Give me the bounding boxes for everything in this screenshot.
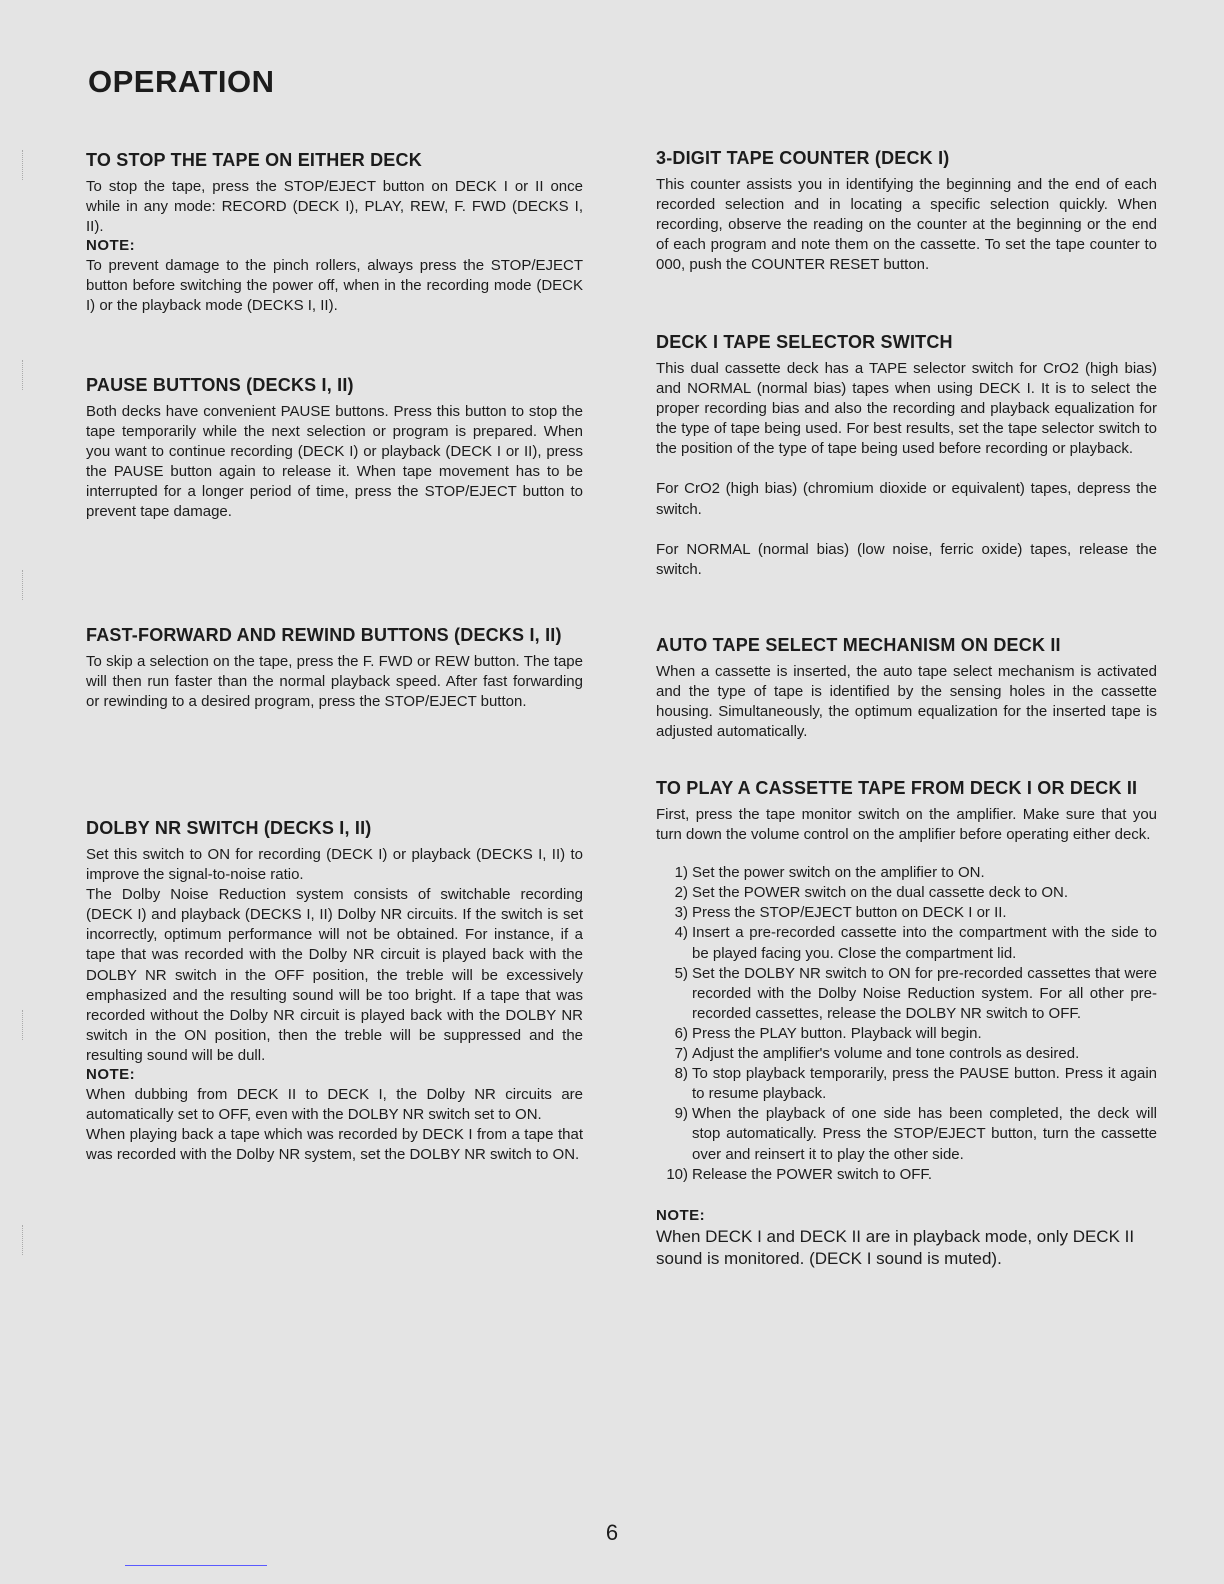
section-body: Both decks have convenient PAUSE buttons. Press this button to stop the tape temporarily while the next selection or program is prepared. When you want to continue recording (DECK I) or playback (DECK I or II), press the PAUSE button again to release it. When tape movement has to be interrupted for a longer period of time, press the STOP/EJECT button to prevent tape damage. <box>86 403 583 521</box>
section-body: For NORMAL (normal bias) (low noise, ferric oxide) tapes, release the switch. <box>656 540 1157 578</box>
list-item <box>656 1044 1157 1064</box>
list-item <box>656 883 1157 903</box>
list-item <box>656 923 1157 963</box>
section-body: This counter assists you in identifying the beginning and the end of each recorded selection and in locating a specific selection quickly. When recording, observe the reading on the counter at the beginning or the end of each program and note them on the cassette. To set the tape counter to 000, push the COUNTER RESET button. <box>656 176 1157 274</box>
list-item <box>656 1104 1157 1164</box>
section-tape-selector <box>656 332 1157 580</box>
step-number: 9) <box>674 1105 688 1123</box>
section-dolby-nr <box>86 818 583 1165</box>
section-body: This dual cassette deck has a TAPE selector switch for CrO2 (high bias) and NORMAL (normal bias) tapes when using DECK I. It is to select the proper recording bias and also the recording and playback equalization for the type of tape being used. For best results, set the tape selector switch to the position of the type of tape being used before recording or playback. <box>656 360 1157 458</box>
section-heading: FAST-FORWARD AND REWIND BUTTONS (DECKS I, II) <box>86 625 562 645</box>
margin-mark <box>22 1010 35 1040</box>
section-body: Set this switch to ON for recording (DECK I) or playback (DECKS I, II) to improve the signal-to-noise ratio. <box>86 846 583 884</box>
step-text: Press the PLAY button. Playback will begin. <box>692 1024 982 1042</box>
note-text: When dubbing from DECK II to DECK I, the Dolby NR circuits are automatically set to OFF, even with the DOLBY NR switch set to ON. <box>86 1086 583 1124</box>
step-text: Press the STOP/EJECT button on DECK I or II. <box>692 904 1007 922</box>
step-number: 5) <box>674 964 688 982</box>
section-body: First, press the tape monitor switch on the amplifier. Make sure that you turn down the volume control on the amplifier before operating either deck. <box>656 806 1157 844</box>
section-body: When a cassette is inserted, the auto tape select mechanism is activated and the type of tape is identified by the sensing holes in the cassette housing. Simultaneously, the optimum equalization for the inserted tape is adjusted automatically. <box>656 663 1157 741</box>
section-heading: DOLBY NR SWITCH (DECKS I, II) <box>86 818 372 838</box>
section-body: To stop the tape, press the STOP/EJECT button on DECK I or II once while in any mode: RECORD (DECK I), PLAY, REW, F. FWD (DECKS I, II). <box>86 178 583 236</box>
step-text: When the playback of one side has been completed, the deck will stop automatically. Press the STOP/EJECT button, turn the cassette over and reinsert it to play the other side. <box>692 1105 1157 1163</box>
section-auto-tape-select <box>656 635 1157 742</box>
step-text: Adjust the amplifier's volume and tone controls as desired. <box>692 1045 1080 1063</box>
footer-rule <box>125 1565 267 1566</box>
step-number: 8) <box>674 1065 688 1083</box>
list-item <box>656 1024 1157 1044</box>
step-number: 4) <box>674 924 688 942</box>
margin-mark <box>22 150 35 180</box>
section-body: For CrO2 (high bias) (chromium dioxide or equivalent) tapes, depress the switch. <box>656 480 1157 518</box>
margin-mark <box>22 570 35 600</box>
step-number: 7) <box>674 1045 688 1063</box>
section-body: The Dolby Noise Reduction system consists of switchable recording (DECK I) and playback (DECKS I, II) Dolby NR circuits. If the switch is set incorrectly, optimum performance will not be obtained. For instance, if a tape that was recorded with the Dolby NR circuit is played back with the DOLBY NR switch in the OFF position, the treble will be excessively emphasized and the resulting sound will be too bright. If a tape that was recorded without the Dolby NR circuit is played back with the DOLBY NR switch in the ON position, then the treble will be suppressed and the resulting sound will be dull. <box>86 886 583 1064</box>
list-item <box>656 964 1157 1024</box>
section-pause-buttons <box>86 375 583 523</box>
section-heading: TO PLAY A CASSETTE TAPE FROM DECK I OR DECK II <box>656 778 1138 798</box>
note-label: NOTE: <box>86 1066 136 1084</box>
step-text: Set the power switch on the amplifier to ON. <box>692 864 985 882</box>
note-text: When DECK I and DECK II are in playback mode, only DECK II sound is monitored. (DECK I sound is muted). <box>656 1226 1135 1268</box>
section-play-cassette <box>656 778 1157 1270</box>
step-number: 10) <box>666 1165 688 1183</box>
step-number: 1) <box>674 864 688 882</box>
note-label: NOTE: <box>86 237 136 255</box>
list-item <box>656 863 1157 883</box>
step-text: Set the DOLBY NR switch to ON for pre-recorded cassettes that were recorded with the Dolby Noise Reduction system. For all other pre-recorded cassettes, release the DOLBY NR switch to OFF. <box>692 964 1157 1022</box>
margin-mark <box>22 360 35 390</box>
step-text: Release the POWER switch to OFF. <box>692 1165 933 1183</box>
steps-list <box>656 863 1157 1185</box>
list-item <box>656 1165 1157 1185</box>
list-item <box>656 903 1157 923</box>
section-stop-tape <box>86 150 583 317</box>
section-heading: DECK I TAPE SELECTOR SWITCH <box>656 332 953 352</box>
note-label: NOTE: <box>656 1206 706 1224</box>
list-item <box>656 1064 1157 1104</box>
section-body: To skip a selection on the tape, press the F. FWD or REW button. The tape will then run faster than the normal playback speed. After fast forwarding or rewinding to a desired program, press the STOP/EJECT button. <box>86 653 583 711</box>
page-title: OPERATION <box>88 64 275 99</box>
step-text: To stop playback temporarily, press the PAUSE button. Press it again to resume playback. <box>692 1065 1157 1103</box>
section-heading: PAUSE BUTTONS (DECKS I, II) <box>86 375 354 395</box>
note-text: To prevent damage to the pinch rollers, always press the STOP/EJECT button before switching the power off, when in the recording mode (DECK I) or the playback mode (DECKS I, II). <box>86 257 583 315</box>
section-fast-forward-rewind <box>86 625 583 712</box>
section-heading: AUTO TAPE SELECT MECHANISM ON DECK II <box>656 635 1061 655</box>
step-text: Insert a pre-recorded cassette into the compartment with the side to be played facing you. Close the compartment lid. <box>692 924 1157 962</box>
note-text: When playing back a tape which was recorded by DECK I from a tape that was recorded with the Dolby NR system, set the DOLBY NR switch to ON. <box>86 1126 583 1164</box>
section-heading: 3-DIGIT TAPE COUNTER (DECK I) <box>656 148 950 168</box>
step-number: 2) <box>674 884 688 902</box>
section-heading: TO STOP THE TAPE ON EITHER DECK <box>86 150 422 170</box>
section-tape-counter <box>656 148 1157 275</box>
step-text: Set the POWER switch on the dual cassette deck to ON. <box>692 884 1069 902</box>
step-number: 6) <box>674 1024 688 1042</box>
step-number: 3) <box>674 904 688 922</box>
margin-mark <box>22 1225 35 1255</box>
page-number: 6 <box>605 1520 619 1545</box>
